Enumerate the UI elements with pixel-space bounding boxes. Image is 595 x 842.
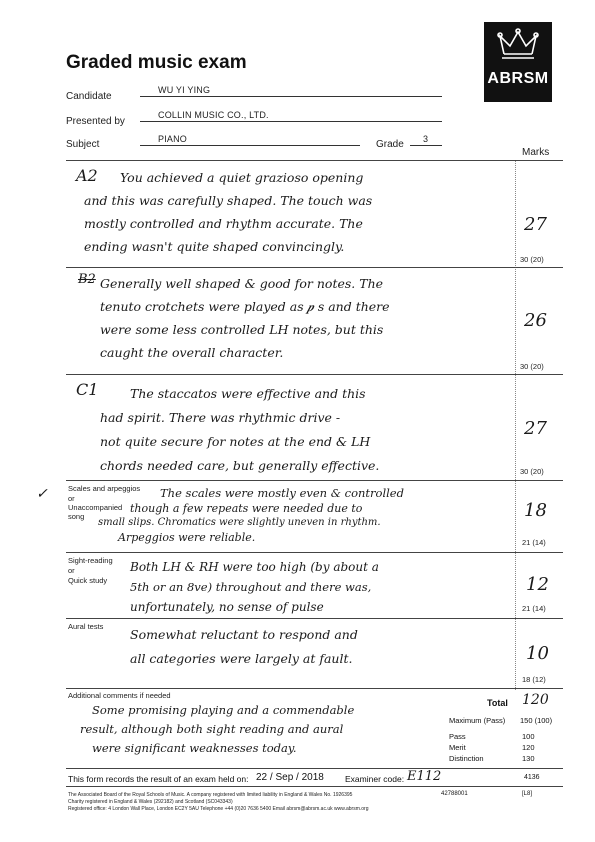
sight-label: Sight-reading: [68, 556, 113, 565]
comment-line: You achieved a quiet grazioso opening: [120, 170, 364, 185]
section-score: 27: [524, 418, 547, 439]
footer-code: [L8]: [522, 791, 533, 797]
scales-max: 21 (14): [522, 538, 546, 547]
logo-text: ABRSM: [487, 70, 549, 87]
footer-line: Registered office: 4 London Wall Place, London EC2Y 5AU Telephone +44 (0)20 7636 5400 Email abrsm@abrsm.ac.uk www.abrsm.org: [68, 806, 369, 812]
exam-date: 22 / Sep / 2018: [256, 772, 324, 783]
unaccompanied-label: Unaccompanied: [68, 503, 123, 512]
footer-ref: 42788001: [441, 791, 468, 797]
pass-value: 100: [522, 732, 535, 741]
comment-line: mostly controlled and rhythm accurate. The: [84, 216, 363, 231]
comment-line: The staccatos were effective and this: [130, 386, 366, 401]
max-pass-label: Maximum (Pass): [449, 716, 506, 725]
aural-score: 10: [526, 643, 549, 664]
distinction-label: Distinction: [449, 754, 484, 763]
comment-line: small slips. Chromatics were slightly uneven in rhythm.: [98, 517, 381, 528]
comment-line: all categories were largely at fault.: [130, 651, 353, 666]
comment-line: Both LH & RH were too high (by about a: [130, 560, 379, 574]
comment-line: 5th or an 8ve) throughout and there was,: [130, 580, 372, 594]
footer-text: [68, 792, 488, 813]
presented-label: Presented by: [66, 116, 125, 127]
subject-line: [140, 145, 360, 146]
scales-score: 18: [524, 500, 547, 521]
comment-line: Arpeggios were reliable.: [118, 531, 256, 544]
subject-label: Subject: [66, 139, 100, 150]
section-max: 30 (20): [520, 467, 544, 476]
examiner-label: Examiner code:: [345, 774, 405, 784]
crown-icon: [484, 28, 552, 62]
candidate-line: [140, 96, 442, 97]
section-divider: [66, 768, 563, 769]
total-value: 120: [522, 692, 549, 708]
pass-label: Pass: [449, 732, 466, 741]
section-code: A2: [76, 166, 98, 185]
song-label: song: [68, 512, 85, 521]
section-divider: [66, 267, 563, 268]
section-divider: [66, 786, 563, 787]
comment-line: not quite secure for notes at the end & LH: [100, 434, 371, 449]
section-code: C1: [76, 380, 99, 399]
sight-max: 21 (14): [522, 604, 546, 613]
candidate-label: Candidate: [66, 91, 112, 102]
marks-header: Marks: [522, 147, 550, 158]
quick-study-label: Quick study: [68, 576, 108, 585]
comment-line: were some less controlled LH notes, but this: [100, 322, 384, 337]
comment-line: though a few repeats were needed due to: [130, 502, 363, 515]
section-divider: [66, 374, 563, 375]
footer-line: The Associated Board of the Royal Schools of Music. A company registered with limited liability in England & Wales No. 1926395: [68, 792, 353, 798]
comment-line: unfortunately, no sense of pulse: [130, 600, 324, 614]
candidate-value: WU YI YING: [158, 85, 211, 95]
total-label: Total: [487, 698, 508, 708]
comment-line: and this was carefully shaped. The touch was: [84, 193, 373, 208]
section-max: 30 (20): [520, 255, 544, 264]
comment-line: result, although both sight reading and aural: [80, 722, 344, 736]
grade-line: [410, 145, 442, 146]
marks-column-border: [515, 160, 516, 690]
section-divider: [66, 618, 563, 619]
grade-value: 3: [423, 134, 429, 144]
subject-value: PIANO: [158, 134, 188, 144]
comment-line: Generally well shaped & good for notes. The: [100, 276, 384, 291]
tick-mark: ✓: [36, 486, 48, 502]
max-pass-value: 150 (100): [520, 716, 553, 725]
section-divider: [66, 552, 563, 553]
aural-label: Aural tests: [68, 622, 104, 631]
distinction-value: 130: [522, 754, 535, 763]
scales-or-label: or: [68, 494, 75, 503]
comment-line: The scales were mostly even & controlled: [160, 486, 404, 500]
comment-line: chords needed care, but generally effective.: [100, 458, 380, 473]
sight-or-label: or: [68, 566, 75, 575]
examiner-code: E112: [407, 769, 442, 784]
abrsm-logo: [484, 22, 552, 102]
comment-line: Somewhat reluctant to respond and: [130, 627, 358, 642]
aural-max: 18 (12): [522, 675, 546, 684]
footer-line: Charity registered in England & Wales (292182) and Scotland (SC043343): [68, 799, 233, 805]
comment-line: Some promising playing and a commendable: [92, 703, 355, 717]
merit-value: 120: [522, 743, 535, 752]
comment-line: caught the overall character.: [100, 345, 284, 360]
comment-line: ending wasn't quite shaped convincingly.: [84, 239, 345, 254]
presented-line: [140, 121, 442, 122]
record-text: This form records the result of an exam held on:: [68, 774, 249, 784]
section-score: 27: [524, 214, 547, 235]
comment-line: had spirit. There was rhythmic drive -: [100, 410, 341, 425]
section-max: 30 (20): [520, 362, 544, 371]
comment-line: tenuto crotchets were played as 𝆏 s and there: [100, 299, 390, 314]
sight-score: 12: [526, 574, 549, 595]
form-number: 4136: [524, 774, 540, 781]
additional-label: Additional comments if needed: [68, 691, 171, 700]
scales-label: Scales and arpeggios: [68, 484, 141, 493]
merit-label: Merit: [449, 743, 466, 752]
comment-line: were significant weaknesses today.: [92, 741, 297, 755]
page-title: Graded music exam: [66, 52, 247, 73]
presented-value: COLLIN MUSIC CO., LTD.: [158, 110, 269, 120]
section-divider: [66, 688, 563, 689]
section-divider: [66, 160, 563, 161]
section-score: 26: [524, 310, 547, 331]
section-code: B2: [78, 272, 96, 287]
grade-label: Grade: [376, 139, 404, 150]
section-divider: [66, 480, 563, 481]
